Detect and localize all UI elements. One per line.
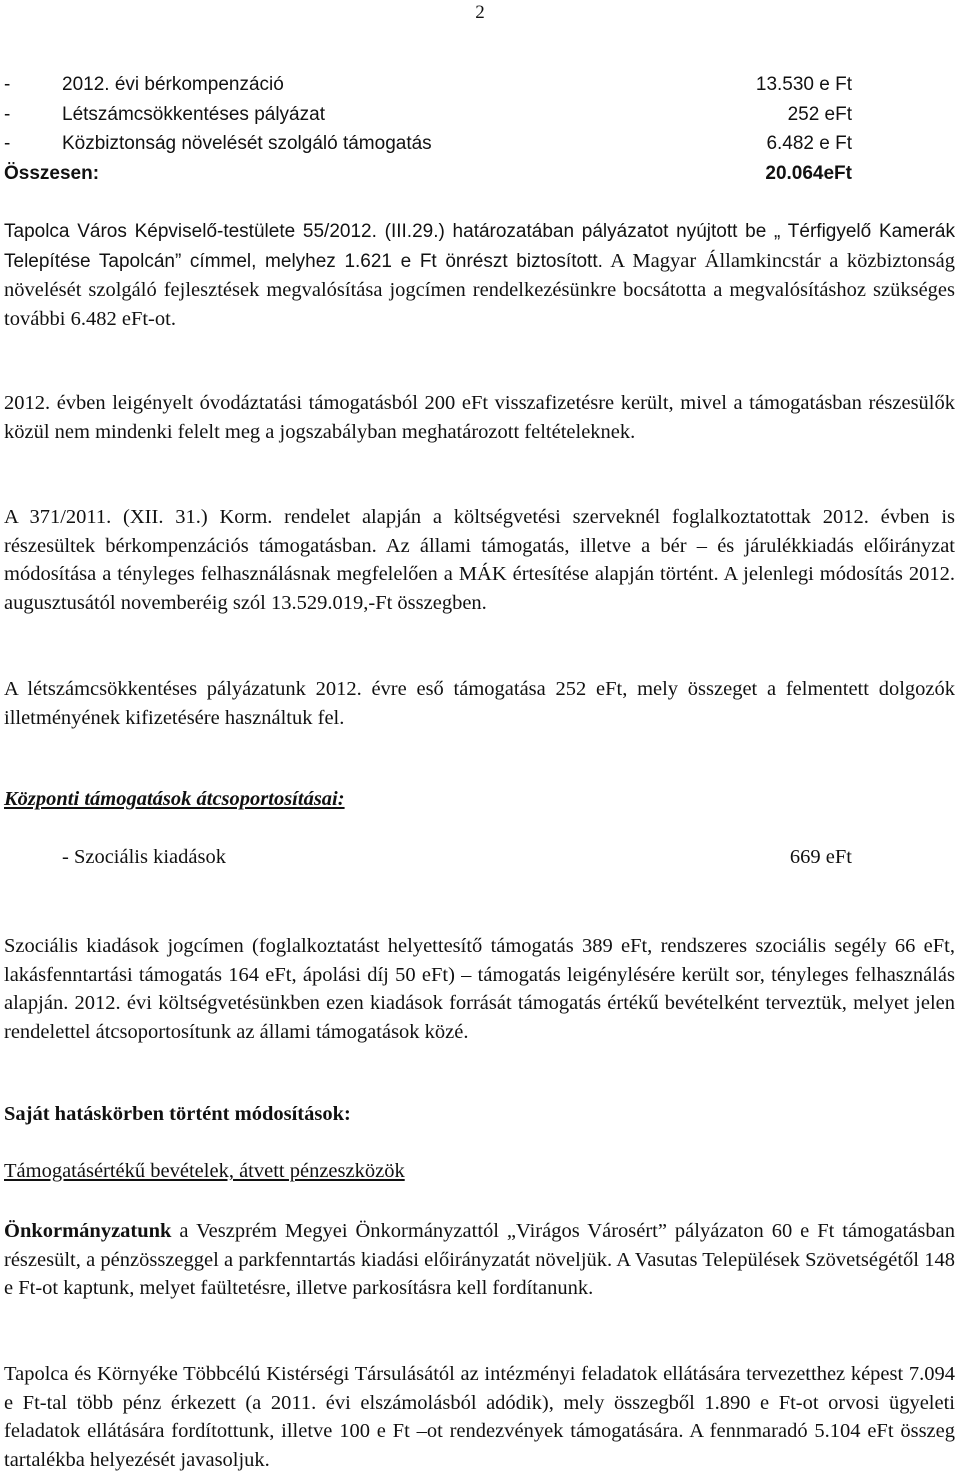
paragraph-letszamcsokkentes: A létszámcsökkentéses pályázatunk 2012. évre eső támogatása 252 eFt, mely összeget a felmentett dolgozók illetményének kifizetésére használtuk fel. [4,678,955,729]
paragraph-berkompenzacio: A 371/2011. (XII. 31.) Korm. rendelet alapján a költségvetési szerveknél foglalkoztatottak 2012. évben is részesültek bérkompenzációs támogatásban. Az állami támogatás, illetve a bér – és járulékkiadás előirányzat módosítása a tényleges felhasználásnak megfelelően a MÁK értesítése alapján történt. A jelenlegi módosítás 2012. augusztusától novemberéig szól 13.529.019,-Ft összegben. [4,506,955,615]
list-value: 252 eFt [787,103,852,125]
section-subheading-own: Támogatásértékű bevételek, átvett pénzeszközök [4,1160,405,1182]
list-dash: - [4,133,11,154]
paragraph-kisterseg: Tapolca és Környéke Többcélú Kistérségi Társulásától az intézményi feladatok ellátására tervezetthez képest 7.094 e Ft-tal több pénz érkezett (a 2011. évi elszámolásból adódik), mely összegből 1.890 e Ft-ot orvosi ügyeleti feladatok ellátására fordítottunk, illetve 100 e Ft –ot rendezvények támogatására. A fennmaradó 5.104 eFt összeg tartalékba helyezését javasoljuk. [4,1363,955,1472]
list-item [4,70,955,100]
page-number: 2 [475,2,485,23]
list-item [4,100,955,130]
summary-list [4,70,955,188]
list-label: Létszámcsökkentéses pályázat [62,103,325,125]
list-label: 2012. évi bérkompenzáció [62,74,284,95]
list-dash: - [4,74,11,95]
list-item [4,129,955,159]
list-dash: - [4,103,11,125]
list-label: Közbiztonság növelését szolgáló támogatás [62,133,432,154]
paragraph-onkormanyzat [4,1217,955,1303]
central-item-row [4,846,955,869]
paragraph-kamera [4,217,955,334]
total-label: Összesen: [4,162,100,184]
paragraph-szocialis: Szociális kiadások jogcímen (foglalkoztatást helyettesítő támogatás 389 eFt, rendszeres szociális segély 66 eFt, lakásfenntartási támogatás 164 eFt, ápolási díj 50 eFt) – támogatás leigénylésére került sor, tényleges felhasználás alapján. 2012. évi költségvetésünkben ezen kiadások forrását támogatás értékű bevételként terveztük, melyet jelen rendelettel átcsoportosítunk az állami támogatások közé. [4,935,955,1044]
list-value: 6.482 e Ft [766,133,852,154]
list-value: 13.530 e Ft [755,74,852,95]
section-heading-central: Központi támogatások átcsoportosításai: [4,788,345,810]
section-heading-own: Saját hatáskörben történt módosítások: [4,1103,351,1125]
central-item-value: 669 eFt [789,846,852,868]
paragraph-onkormanyzat-bold: Önkormányzatunk [4,1220,172,1242]
paragraph-kamera-text: Tapolca Város Képviselő-testülete 55/2012. (III.29.) határozatában pályázatot nyújtott be „ Térfigyelő Kamerák Telepítése Tapolcán” címmel, melyhez 1.621 e Ft önrészt biztosított. [4,221,955,272]
central-item-label: - Szociális kiadások [62,846,226,868]
paragraph-ovodaztatas: 2012. évben leigényelt óvodáztatási támogatásból 200 eFt visszafizetésre került, mivel a támogatásban részesülők közül nem mindenki felelt meg a jogszabályban meghatározott feltételeknek. [4,392,955,443]
paragraph-kincstar-text: A Magyar Államkincstár a közbiztonság növelését szolgáló fejlesztések megvalósítása jogcímen rendelkezésünkre bocsátotta a megvalósításhoz szükséges további 6.482 eFt-ot. [4,249,955,331]
total-value: 20.064eFt [765,162,852,184]
total-row [4,159,955,189]
paragraph-onkormanyzat-rest: a Veszprém Megyei Önkormányzattól „Virágos Városért” pályázaton 60 e Ft támogatásban részesült, a pénzösszeggel a parkfenntartás kiadási előirányzatát növeljük. A Vasutas Települések Szövetségétől 148 e Ft-ot kaptunk, melyet faültetésre, illetve parkosításra kell fordítanunk. [4,1220,955,1300]
